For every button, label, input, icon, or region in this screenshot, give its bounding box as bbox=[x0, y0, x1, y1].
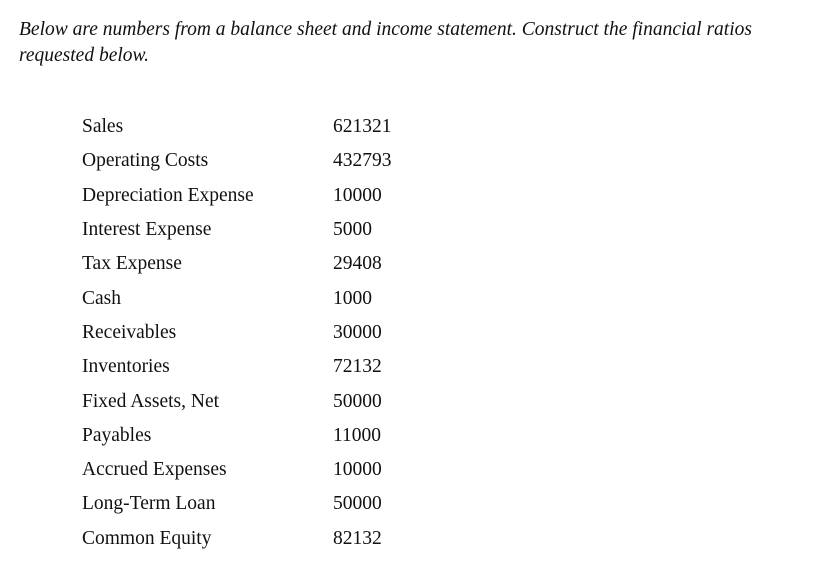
row-value: 10000 bbox=[333, 459, 382, 481]
table-row-tax-expense bbox=[82, 247, 453, 281]
row-label: Depreciation Expense bbox=[82, 184, 254, 206]
row-value: 621321 bbox=[333, 116, 392, 138]
row-value: 432793 bbox=[333, 150, 392, 172]
instructions-text: Below are numbers from a balance sheet and income statement. Construct the financial ratios requested below. bbox=[19, 19, 752, 66]
table-row-operating-costs bbox=[82, 144, 453, 178]
row-value: 29408 bbox=[333, 253, 382, 275]
table-row-long-term-loan bbox=[82, 487, 453, 521]
row-label: Inventories bbox=[82, 356, 170, 378]
row-label: Long-Term Loan bbox=[82, 493, 216, 515]
row-label: Payables bbox=[82, 424, 152, 446]
table-row-receivables bbox=[82, 316, 453, 350]
table-row-depreciation-expense bbox=[82, 179, 453, 213]
row-value: 50000 bbox=[333, 390, 382, 412]
row-label: Interest Expense bbox=[82, 219, 212, 241]
row-label: Accrued Expenses bbox=[82, 459, 227, 481]
row-label: Cash bbox=[82, 287, 121, 309]
row-label: Receivables bbox=[82, 321, 177, 343]
table-row-fixed-assets-net bbox=[82, 384, 453, 418]
row-value: 82132 bbox=[333, 527, 382, 549]
row-value: 1000 bbox=[333, 287, 372, 309]
row-value: 10000 bbox=[333, 184, 382, 206]
row-label: Operating Costs bbox=[82, 150, 209, 172]
financial-data-table bbox=[82, 110, 453, 556]
row-value: 5000 bbox=[333, 219, 372, 241]
table-row-accrued-expenses bbox=[82, 453, 453, 487]
row-value: 72132 bbox=[333, 356, 382, 378]
row-label: Tax Expense bbox=[82, 253, 182, 275]
row-label: Fixed Assets, Net bbox=[82, 390, 220, 412]
row-value: 30000 bbox=[333, 321, 382, 343]
row-label: Sales bbox=[82, 116, 124, 138]
row-value: 11000 bbox=[333, 424, 382, 446]
table-row-inventories bbox=[82, 350, 453, 384]
table-row-interest-expense bbox=[82, 213, 453, 247]
table-row-sales bbox=[82, 110, 453, 144]
row-value: 50000 bbox=[333, 493, 382, 515]
table-row-cash bbox=[82, 281, 453, 315]
row-label: Common Equity bbox=[82, 527, 212, 549]
table-row-common-equity bbox=[82, 522, 453, 556]
table-row-payables bbox=[82, 419, 453, 453]
